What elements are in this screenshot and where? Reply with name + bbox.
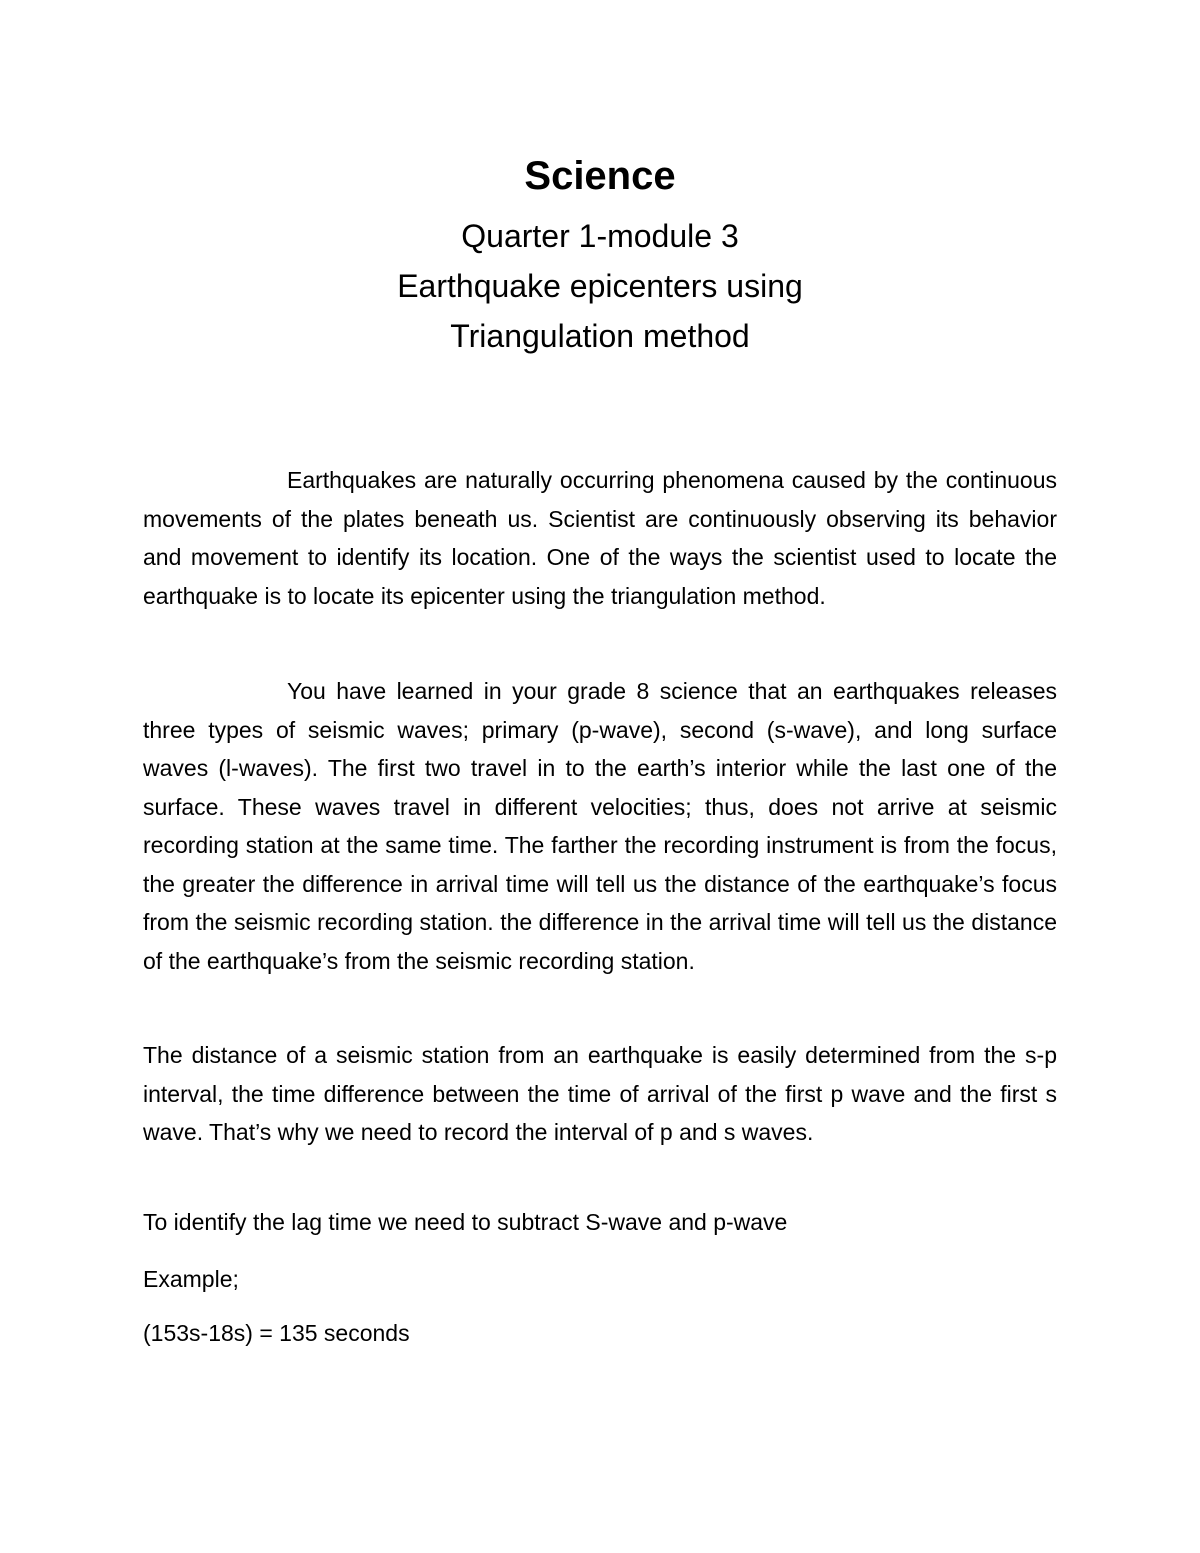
document-title: Science [524,154,676,198]
subtitle-quarter: Quarter 1-module 3 [461,218,739,254]
example-label: Example; [143,1266,239,1292]
subtitle-method: Triangulation method [450,318,750,354]
example-equation: (153s-18s) = 135 seconds [143,1320,410,1346]
subtitle-topic: Earthquake epicenters using [397,268,803,304]
paragraph-sp-interval: The distance of a seismic station from an earthquake is easily determined from the s-p interval, the time difference between the time of arrival of the first p wave and the first s wave. That’s why we need to record the interval of p and s waves. [143,1042,1057,1145]
paragraph-lag-time: To identify the lag time we need to subtract S-wave and p-wave [143,1209,788,1235]
paragraph-seismic-waves: You have learned in your grade 8 science that an earthquakes releases three types of seismic waves; primary (p-wave), second (s-wave), and long surface waves (l-waves). The first two travel in to the earth’s interior while the last one of the surface. These waves travel in different velocities; thus, does not arrive at seismic recording station at the same time. The farther the recording instrument is from the focus, the greater the difference in arrival time will tell us the distance of the earthquake’s focus from the seismic recording station. the difference in the arrival time will tell us the distance of the earthquake’s from the seismic recording station. [143,678,1057,974]
paragraph-intro: Earthquakes are naturally occurring phenomena caused by the continuous movements of the plates beneath us. Scientist are continuously observing its behavior and movement to identify its location. One of the ways the scientist used to locate the earthquake is to locate its epicenter using the triangulation method. [143,467,1057,609]
